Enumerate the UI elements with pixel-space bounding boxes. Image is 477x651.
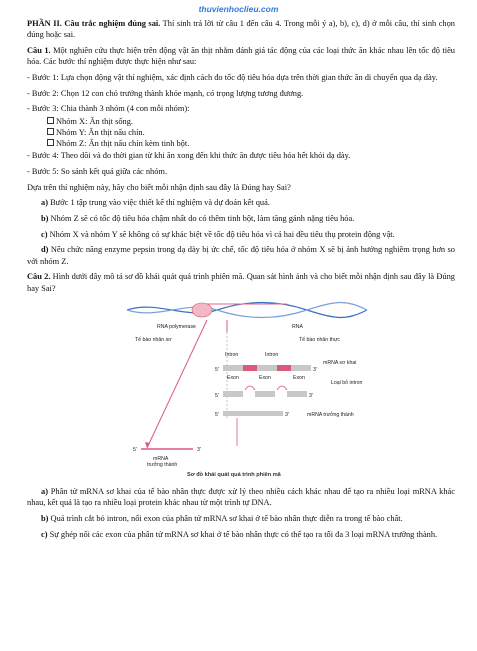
exon-label-3: Exon — [293, 375, 305, 382]
checkbox-icon — [47, 128, 54, 135]
intron-block — [243, 365, 257, 371]
exon-block — [223, 365, 243, 371]
group-item: Nhóm Y: Ăn thịt nấu chín. — [27, 128, 455, 139]
part-heading-paragraph — [27, 18, 455, 40]
part-instruction: Thí sinh trả lời từ câu 1 đến câu 4. Trong mỗi ý a), b), c), d) ở mỗi câu, thí sinh chọn đúng hoặc sai. — [27, 19, 455, 40]
q2-option-b: b) Quá trình cắt bỏ intron, nối exon của phân tử mRNA sơ khai ở tế bào nhân thực diễn ra trong tế bào chất. — [41, 514, 403, 524]
checkbox-icon — [47, 117, 54, 124]
loop-icon — [245, 386, 255, 390]
q1-option-c: c) Nhóm X và nhóm Y sẽ không có sự khác biệt về tốc độ tiêu hóa vì cả hai đều tiêu thụ protein động vật. — [41, 229, 395, 239]
document-page — [27, 18, 455, 545]
three-prime-2: 3' — [309, 393, 313, 400]
q1-step4: - Bước 4: Theo dõi và đo thời gian từ khi ăn xong đến khi thức ăn được tiêu hóa hết khỏi dạ dày. — [27, 151, 351, 161]
exon-block — [287, 391, 307, 397]
q1-prompt: Dựa trên thí nghiệm này, hãy cho biết mỗi nhận định sau đây là Đúng hay Sai? — [27, 182, 291, 192]
exon-block — [257, 365, 277, 371]
intron-label-2: Intron — [265, 352, 279, 359]
five-prime-4: 5' — [133, 447, 137, 454]
mrna-left-label-1: mRNA — [153, 456, 169, 463]
q2-option-c: c) Sự ghép nối các exon của phân tử mRNA sơ khai ở tế bào nhân thực có thể tạo ra tối đa 3 loại mRNA trưởng thành. — [41, 529, 438, 539]
group-item: Nhóm X: Ăn thịt sống. — [27, 117, 455, 128]
q2-intro — [27, 271, 455, 293]
dna-helix — [127, 303, 367, 318]
remove-intron-label: Loại bỏ intron — [331, 380, 363, 387]
q1-label: Câu 1. — [27, 45, 51, 55]
q1-option-d: d) Nếu chức năng enzyme pepsin trong dạ dày bị ức chế, tốc độ tiêu hóa ở nhóm X sẽ bị ảnh hưởng nghiêm trọng hơn so với nhóm Z. — [27, 245, 455, 266]
exon-block — [255, 391, 275, 397]
q1-step2: - Bước 2: Chọn 12 con chó trưởng thành khỏe mạnh, có trọng lượng tương đương. — [27, 88, 304, 98]
five-prime-2: 5' — [215, 393, 219, 400]
intron-label-1: Intron — [225, 352, 239, 359]
five-prime-3: 5' — [215, 412, 219, 419]
rna-polymerase-label: RNA polymerase — [157, 324, 196, 331]
three-prime-4: 3' — [197, 447, 201, 454]
diagram-title: Sơ đồ khái quát quá trình phiên mã — [187, 472, 281, 479]
transcription-diagram — [27, 298, 455, 478]
q2-label: Câu 2. — [27, 272, 51, 282]
exon-label-1: Exon — [227, 375, 239, 382]
q1-intro-text: Một nghiên cứu thực hiện trên động vật ăn thịt nhằm đánh giá tác động của các loại thức ăn khác nhau lên tốc độ tiêu hóa. Các bước thí nghiệm được thực hiện như sau: — [27, 45, 455, 67]
q1-intro — [27, 45, 455, 67]
part-heading: PHẦN II. Câu trắc nghiệm đúng sai. — [27, 19, 161, 28]
mature-mrna-strand — [223, 411, 283, 416]
q1-option-a: a) Bước 1 tập trung vào việc thiết kế thí nghiệm và dự đoán kết quả. — [41, 198, 270, 208]
three-prime-3: 3' — [285, 412, 289, 419]
pre-mrna-label: mRNA sơ khai — [323, 360, 357, 367]
rna-label: RNA — [292, 324, 303, 331]
q2-intro-text: Hình dưới đây mô tả sơ đồ khái quát quá trình phiên mã. Quan sát hình ảnh và cho biết mỗi nhận định sau đây là Đúng hay Sai? — [27, 272, 455, 293]
arrow-head-icon — [145, 442, 150, 448]
mrna-left-label-2: trưởng thành — [147, 462, 178, 469]
q1-step1: - Bước 1: Lựa chọn động vật thí nghiệm, xác định cách đo tốc độ tiêu hóa dựa trên thời gian thức ăn di chuyển qua dạ dày. — [27, 72, 438, 82]
exon-block — [223, 391, 243, 397]
intron-block — [277, 365, 291, 371]
exon-block — [291, 365, 311, 371]
q1-step3: - Bước 3: Chia thành 3 nhóm (4 con mỗi nhóm): — [27, 104, 190, 114]
group-item: Nhóm Z: Ăn thịt nấu chín kèm tinh bột. — [27, 139, 455, 150]
transcription-diagram-svg — [87, 298, 387, 478]
three-prime-1: 3' — [313, 367, 317, 374]
loop-icon — [277, 386, 287, 390]
eukaryote-label: Tế bào nhân thực — [299, 337, 340, 344]
checkbox-icon — [47, 139, 54, 146]
q2-option-a: a) Phân tử mRNA sơ khai của tế bào nhân thực được xử lý theo nhiều cách khác nhau để tạo ra nhiều loại mRNA khác nhau, kết quả là tạo ra nhiều loại protein khác nhau từ một trình tự DNA. — [27, 487, 455, 508]
q1-option-b: b) Nhóm Z sẽ có tốc độ tiêu hóa chậm nhất do có thêm tinh bột, làm tăng gánh nặng tiêu hóa. — [41, 214, 355, 224]
exon-label-2: Exon — [259, 375, 271, 382]
mature-mrna-label: mRNA trưởng thành — [307, 412, 354, 419]
five-prime-1: 5' — [215, 367, 219, 374]
watermark: thuvienhoclieu.com — [198, 4, 279, 14]
q1-step5: - Bước 5: So sánh kết quả giữa các nhóm. — [27, 166, 168, 176]
prokaryote-label: Tế bào nhân sơ — [135, 337, 172, 344]
